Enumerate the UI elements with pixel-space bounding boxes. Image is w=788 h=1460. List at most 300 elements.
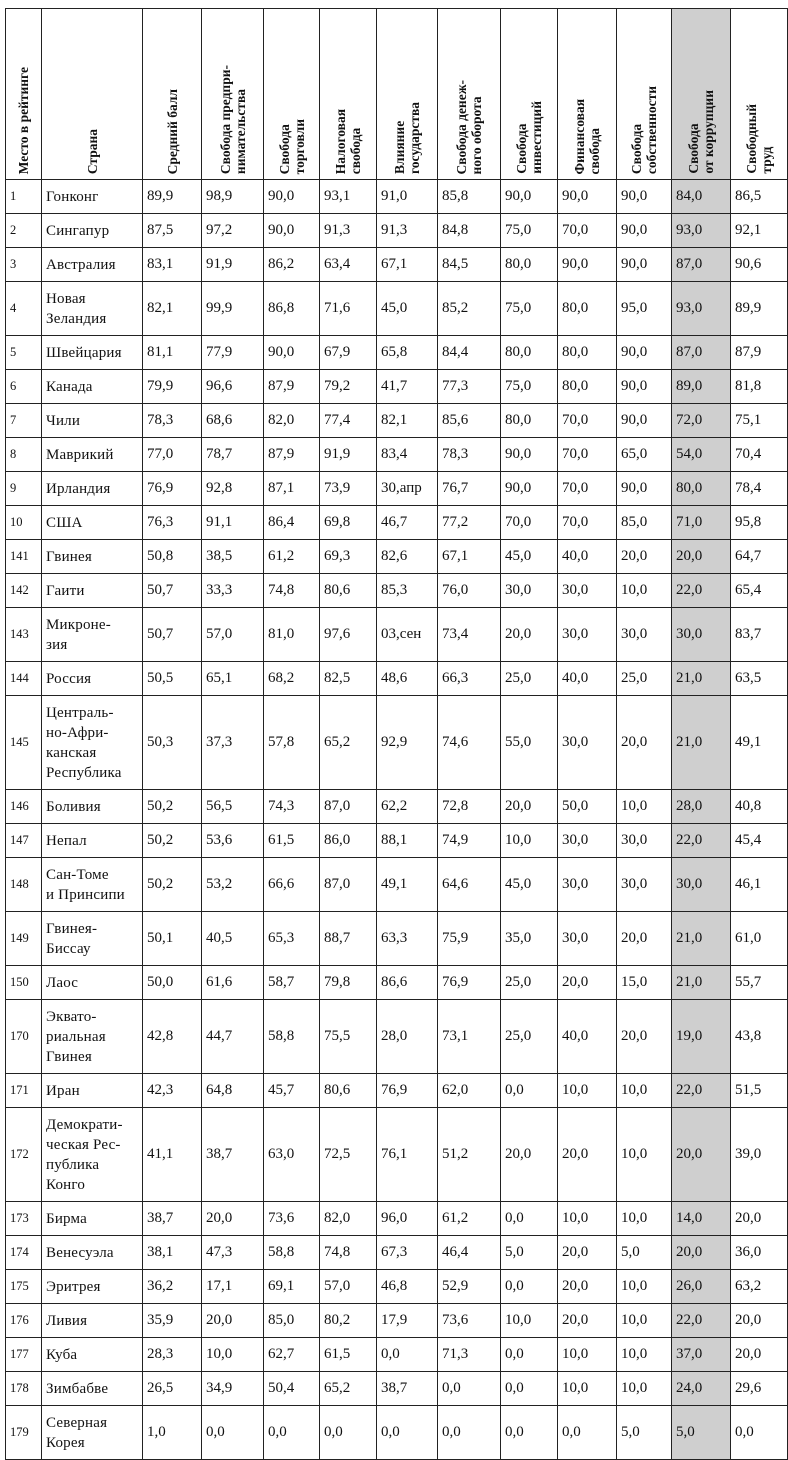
country-cell (42, 662, 143, 696)
value-cell: 80,6 (320, 574, 377, 608)
country-line: Сингапур (46, 222, 110, 239)
value-cell: 76,9 (377, 1074, 438, 1108)
value-cell: 20,0 (558, 1236, 617, 1270)
value-cell: 0,0 (501, 1270, 558, 1304)
table-body (6, 180, 788, 1460)
value-cell: 74,8 (264, 574, 320, 608)
rank-cell: 177 (6, 1338, 42, 1372)
value-cell: 10,0 (501, 824, 558, 858)
country-cell (42, 1338, 143, 1372)
value-cell: 38,7 (377, 1372, 438, 1406)
table-row (6, 472, 788, 506)
rank-cell: 4 (6, 282, 42, 336)
value-cell: 40,8 (731, 790, 788, 824)
value-cell: 0,0 (501, 1074, 558, 1108)
value-cell: 90,0 (617, 336, 672, 370)
value-cell: 70,0 (558, 438, 617, 472)
country-line: Эритрея (46, 1278, 101, 1295)
value-cell: 30,0 (617, 824, 672, 858)
country-line: Лаос (46, 974, 79, 991)
value-cell: 76,3 (143, 506, 202, 540)
value-cell: 20,0 (558, 1304, 617, 1338)
header-freedom-from-corruption (672, 9, 731, 180)
header-country (42, 9, 143, 180)
value-cell: 80,0 (558, 282, 617, 336)
value-cell: 34,9 (202, 1372, 264, 1406)
value-cell: 33,3 (202, 574, 264, 608)
value-cell: 0,0 (731, 1406, 788, 1460)
value-cell: 53,6 (202, 824, 264, 858)
value-cell: 62,0 (438, 1074, 501, 1108)
value-cell: 78,3 (438, 438, 501, 472)
table-row (6, 370, 788, 404)
value-cell: 87,9 (264, 370, 320, 404)
country-cell (42, 824, 143, 858)
rank-cell: 6 (6, 370, 42, 404)
rank-cell: 9 (6, 472, 42, 506)
value-cell: 20,0 (672, 1108, 731, 1202)
value-cell: 22,0 (672, 574, 731, 608)
value-cell: 84,8 (438, 214, 501, 248)
value-cell: 22,0 (672, 824, 731, 858)
value-cell: 58,7 (264, 966, 320, 1000)
country-cell (42, 404, 143, 438)
country-cell (42, 912, 143, 966)
country-line: Маврикий (46, 446, 114, 463)
value-cell: 63,5 (731, 662, 788, 696)
value-cell: 68,2 (264, 662, 320, 696)
value-cell: 22,0 (672, 1074, 731, 1108)
value-cell: 42,3 (143, 1074, 202, 1108)
country-cell (42, 540, 143, 574)
value-cell: 98,9 (202, 180, 264, 214)
rank-cell: 172 (6, 1108, 42, 1202)
country-line: и Принсипи (46, 886, 125, 903)
rank-cell: 171 (6, 1074, 42, 1108)
value-cell: 70,0 (558, 506, 617, 540)
value-cell: 25,0 (617, 662, 672, 696)
value-cell: 81,8 (731, 370, 788, 404)
value-cell: 36,2 (143, 1270, 202, 1304)
value-cell: 36,0 (731, 1236, 788, 1270)
table-row (6, 438, 788, 472)
value-cell: 0,0 (377, 1338, 438, 1372)
value-cell: 50,8 (143, 540, 202, 574)
header-label: Свобода собственности (629, 85, 659, 174)
value-cell: 51,2 (438, 1108, 501, 1202)
value-cell: 55,0 (501, 696, 558, 790)
rank-cell: 176 (6, 1304, 42, 1338)
country-cell (42, 282, 143, 336)
header-label: Финансовая свобода (572, 98, 602, 174)
value-cell: 72,8 (438, 790, 501, 824)
value-cell: 77,9 (202, 336, 264, 370)
value-cell: 29,6 (731, 1372, 788, 1406)
header-government-influence (377, 9, 438, 180)
value-cell: 61,5 (264, 824, 320, 858)
value-cell: 25,0 (501, 662, 558, 696)
value-cell: 74,8 (320, 1236, 377, 1270)
value-cell: 51,5 (731, 1074, 788, 1108)
value-cell: 46,4 (438, 1236, 501, 1270)
value-cell: 83,7 (731, 608, 788, 662)
country-line: Гонконг (46, 188, 99, 205)
value-cell: 69,8 (320, 506, 377, 540)
value-cell: 45,7 (264, 1074, 320, 1108)
table-row (6, 336, 788, 370)
country-line: зия (46, 636, 68, 653)
table-row (6, 696, 788, 790)
value-cell: 20,0 (731, 1338, 788, 1372)
table-row (6, 1304, 788, 1338)
value-cell: 80,6 (320, 1074, 377, 1108)
value-cell: 28,3 (143, 1338, 202, 1372)
value-cell: 44,7 (202, 1000, 264, 1074)
country-cell (42, 214, 143, 248)
country-cell (42, 966, 143, 1000)
table-row (6, 1338, 788, 1372)
value-cell: 67,3 (377, 1236, 438, 1270)
value-cell: 10,0 (558, 1074, 617, 1108)
value-cell: 46,1 (731, 858, 788, 912)
value-cell: 50,0 (558, 790, 617, 824)
country-line: Непал (46, 832, 87, 849)
value-cell: 84,0 (672, 180, 731, 214)
value-cell: 20,0 (202, 1304, 264, 1338)
value-cell: 22,0 (672, 1304, 731, 1338)
value-cell: 82,5 (320, 662, 377, 696)
country-line: публика (46, 1156, 100, 1173)
value-cell: 25,0 (501, 1000, 558, 1074)
header-investment-freedom (501, 9, 558, 180)
value-cell: 57,0 (320, 1270, 377, 1304)
value-cell: 62,7 (264, 1338, 320, 1372)
value-cell: 91,1 (202, 506, 264, 540)
value-cell: 10,0 (558, 1372, 617, 1406)
value-cell: 20,0 (501, 608, 558, 662)
value-cell: 92,1 (731, 214, 788, 248)
value-cell: 74,9 (438, 824, 501, 858)
value-cell: 30,0 (558, 824, 617, 858)
country-line: Демократи- (46, 1116, 123, 1133)
header-property-freedom (617, 9, 672, 180)
header-row (6, 9, 788, 180)
value-cell: 77,3 (438, 370, 501, 404)
value-cell: 10,0 (558, 1338, 617, 1372)
country-line: Биссау (46, 940, 91, 957)
value-cell: 83,1 (143, 248, 202, 282)
rank-cell: 3 (6, 248, 42, 282)
table-row (6, 1202, 788, 1236)
value-cell: 61,5 (320, 1338, 377, 1372)
value-cell: 10,0 (558, 1202, 617, 1236)
value-cell: 73,4 (438, 608, 501, 662)
value-cell: 61,2 (264, 540, 320, 574)
rank-cell: 148 (6, 858, 42, 912)
header-label: Страна (84, 128, 100, 174)
value-cell: 0,0 (202, 1406, 264, 1460)
value-cell: 65,8 (377, 336, 438, 370)
country-line: но-Афри- (46, 724, 109, 741)
header-label: Влияние государства (392, 101, 422, 174)
value-cell: 64,8 (202, 1074, 264, 1108)
rank-cell: 149 (6, 912, 42, 966)
value-cell: 21,0 (672, 696, 731, 790)
value-cell: 67,1 (377, 248, 438, 282)
value-cell: 50,2 (143, 824, 202, 858)
rank-cell: 174 (6, 1236, 42, 1270)
value-cell: 74,3 (264, 790, 320, 824)
value-cell: 72,5 (320, 1108, 377, 1202)
rank-cell: 147 (6, 824, 42, 858)
value-cell: 82,6 (377, 540, 438, 574)
value-cell: 65,4 (731, 574, 788, 608)
value-cell: 75,0 (501, 214, 558, 248)
value-cell: 20,0 (501, 790, 558, 824)
value-cell: 64,7 (731, 540, 788, 574)
value-cell: 40,5 (202, 912, 264, 966)
value-cell: 73,9 (320, 472, 377, 506)
value-cell: 79,9 (143, 370, 202, 404)
value-cell: 43,8 (731, 1000, 788, 1074)
table-row (6, 506, 788, 540)
value-cell: 37,3 (202, 696, 264, 790)
value-cell: 70,0 (501, 506, 558, 540)
value-cell: 73,1 (438, 1000, 501, 1074)
rank-cell: 178 (6, 1372, 42, 1406)
value-cell: 40,0 (558, 1000, 617, 1074)
rank-cell: 142 (6, 574, 42, 608)
rank-cell: 175 (6, 1270, 42, 1304)
value-cell: 57,8 (264, 696, 320, 790)
value-cell: 86,4 (264, 506, 320, 540)
value-cell: 45,4 (731, 824, 788, 858)
value-cell: 90,0 (558, 248, 617, 282)
value-cell: 93,0 (672, 214, 731, 248)
value-cell: 80,0 (501, 248, 558, 282)
value-cell: 90,0 (501, 472, 558, 506)
table-row (6, 858, 788, 912)
value-cell: 85,0 (617, 506, 672, 540)
value-cell: 90,0 (264, 336, 320, 370)
value-cell: 90,6 (731, 248, 788, 282)
value-cell: 87,0 (672, 336, 731, 370)
value-cell: 20,0 (731, 1202, 788, 1236)
rank-cell: 10 (6, 506, 42, 540)
value-cell: 83,4 (377, 438, 438, 472)
value-cell: 84,4 (438, 336, 501, 370)
table-row (6, 1372, 788, 1406)
country-line: Северная (46, 1414, 108, 1431)
value-cell: 39,0 (731, 1108, 788, 1202)
table-row (6, 1236, 788, 1270)
table-row (6, 248, 788, 282)
value-cell: 88,7 (320, 912, 377, 966)
value-cell: 87,9 (264, 438, 320, 472)
value-cell: 71,0 (672, 506, 731, 540)
rank-cell: 143 (6, 608, 42, 662)
value-cell: 90,0 (264, 214, 320, 248)
table-row (6, 574, 788, 608)
header-label: Место в рейтинге (16, 66, 31, 174)
value-cell: 77,4 (320, 404, 377, 438)
value-cell: 19,0 (672, 1000, 731, 1074)
value-cell: 0,0 (438, 1406, 501, 1460)
table-row (6, 966, 788, 1000)
value-cell: 5,0 (501, 1236, 558, 1270)
value-cell: 95,0 (617, 282, 672, 336)
value-cell: 28,0 (672, 790, 731, 824)
value-cell: 95,8 (731, 506, 788, 540)
value-cell: 69,1 (264, 1270, 320, 1304)
value-cell: 50,4 (264, 1372, 320, 1406)
value-cell: 92,8 (202, 472, 264, 506)
value-cell: 85,8 (438, 180, 501, 214)
country-cell (42, 696, 143, 790)
value-cell: 20,0 (617, 696, 672, 790)
value-cell: 30,0 (672, 858, 731, 912)
country-line: Гвинея- (46, 920, 98, 937)
value-cell: 79,2 (320, 370, 377, 404)
value-cell: 38,5 (202, 540, 264, 574)
value-cell: 49,1 (731, 696, 788, 790)
country-cell (42, 472, 143, 506)
country-cell (42, 608, 143, 662)
value-cell: 50,7 (143, 574, 202, 608)
value-cell: 82,0 (264, 404, 320, 438)
value-cell: 54,0 (672, 438, 731, 472)
value-cell: 76,9 (438, 966, 501, 1000)
value-cell: 30,апр (377, 472, 438, 506)
value-cell: 70,4 (731, 438, 788, 472)
country-line: риальная (46, 1028, 106, 1045)
rank-cell: 146 (6, 790, 42, 824)
country-line: Микроне- (46, 616, 111, 633)
value-cell: 71,6 (320, 282, 377, 336)
country-cell (42, 248, 143, 282)
value-cell: 75,9 (438, 912, 501, 966)
value-cell: 87,1 (264, 472, 320, 506)
value-cell: 76,1 (377, 1108, 438, 1202)
value-cell: 63,0 (264, 1108, 320, 1202)
country-line: Зимбабве (46, 1380, 109, 1397)
value-cell: 38,7 (143, 1202, 202, 1236)
value-cell: 30,0 (558, 696, 617, 790)
country-cell (42, 1406, 143, 1460)
value-cell: 78,3 (143, 404, 202, 438)
value-cell: 61,6 (202, 966, 264, 1000)
value-cell: 90,0 (558, 180, 617, 214)
value-cell: 50,2 (143, 858, 202, 912)
value-cell: 17,9 (377, 1304, 438, 1338)
header-label: Свобода от коррупции (686, 90, 716, 174)
value-cell: 90,0 (264, 180, 320, 214)
rank-cell: 141 (6, 540, 42, 574)
value-cell: 20,0 (558, 966, 617, 1000)
value-cell: 73,6 (438, 1304, 501, 1338)
rank-cell: 8 (6, 438, 42, 472)
value-cell: 17,1 (202, 1270, 264, 1304)
value-cell: 10,0 (202, 1338, 264, 1372)
rank-cell: 1 (6, 180, 42, 214)
header-label: Свобода торговли (276, 118, 307, 174)
country-line: Корея (46, 1434, 85, 1451)
value-cell: 87,0 (320, 858, 377, 912)
value-cell: 0,0 (264, 1406, 320, 1460)
value-cell: 86,0 (320, 824, 377, 858)
value-cell: 89,9 (731, 282, 788, 336)
table-row (6, 1000, 788, 1074)
country-line: Канада (46, 378, 93, 395)
value-cell: 30,0 (617, 608, 672, 662)
value-cell: 82,1 (377, 404, 438, 438)
value-cell: 20,0 (617, 540, 672, 574)
country-line: Сан-Томе (46, 866, 109, 883)
table-row (6, 214, 788, 248)
value-cell: 78,7 (202, 438, 264, 472)
value-cell: 20,0 (617, 1000, 672, 1074)
rank-cell: 173 (6, 1202, 42, 1236)
value-cell: 49,1 (377, 858, 438, 912)
value-cell: 58,8 (264, 1000, 320, 1074)
table-row (6, 790, 788, 824)
country-line: Ирландия (46, 480, 111, 497)
country-cell (42, 1000, 143, 1074)
value-cell: 0,0 (501, 1338, 558, 1372)
header-label: Средний балл (164, 88, 180, 174)
value-cell: 68,6 (202, 404, 264, 438)
country-line: Венесуэла (46, 1244, 114, 1261)
value-cell: 80,0 (501, 336, 558, 370)
value-cell: 30,0 (558, 858, 617, 912)
value-cell: 40,0 (558, 662, 617, 696)
value-cell: 91,9 (320, 438, 377, 472)
value-cell: 90,0 (617, 370, 672, 404)
country-line: Иран (46, 1082, 80, 1099)
value-cell: 57,0 (202, 608, 264, 662)
value-cell: 10,0 (501, 1304, 558, 1338)
header-monetary-freedom (438, 9, 501, 180)
value-cell: 50,1 (143, 912, 202, 966)
value-cell: 96,6 (202, 370, 264, 404)
value-cell: 53,2 (202, 858, 264, 912)
value-cell: 5,0 (617, 1236, 672, 1270)
table-row (6, 1074, 788, 1108)
value-cell: 58,8 (264, 1236, 320, 1270)
value-cell: 78,4 (731, 472, 788, 506)
value-cell: 87,0 (320, 790, 377, 824)
country-line: Бирма (46, 1210, 87, 1227)
country-line: Конго (46, 1176, 86, 1193)
value-cell: 65,0 (617, 438, 672, 472)
value-cell: 10,0 (617, 1108, 672, 1202)
value-cell: 66,6 (264, 858, 320, 912)
value-cell: 90,0 (501, 438, 558, 472)
country-cell (42, 370, 143, 404)
table-row (6, 1108, 788, 1202)
country-line: США (46, 514, 83, 531)
value-cell: 87,5 (143, 214, 202, 248)
table-row (6, 180, 788, 214)
value-cell: 37,0 (672, 1338, 731, 1372)
value-cell: 5,0 (672, 1406, 731, 1460)
country-line: Новая (46, 290, 86, 307)
country-line: Республика (46, 764, 122, 781)
value-cell: 67,9 (320, 336, 377, 370)
value-cell: 21,0 (672, 662, 731, 696)
country-line: Чили (46, 412, 81, 429)
value-cell: 65,1 (202, 662, 264, 696)
